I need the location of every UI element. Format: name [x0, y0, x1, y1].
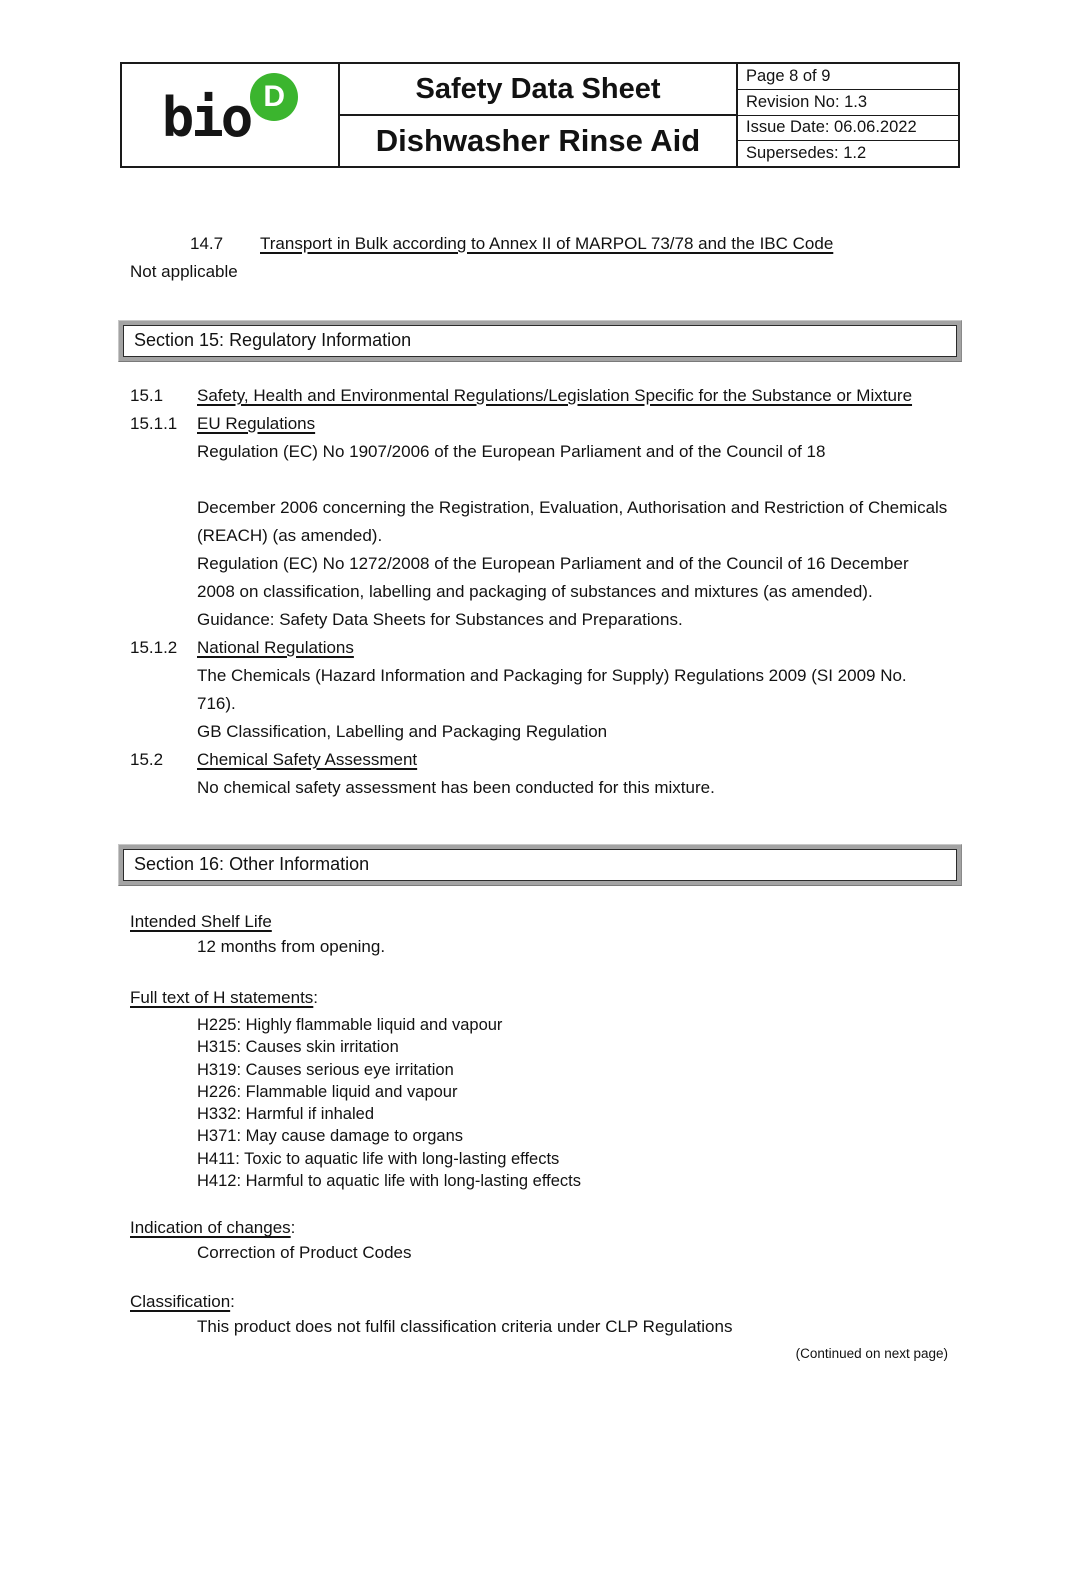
- item-number: 15.1.1: [130, 414, 178, 433]
- label-text: Intended Shelf Life: [130, 912, 272, 931]
- paragraph: Regulation (EC) No 1272/2008 of the European Parliament and of the Council of 16 December 2008 on classification, labelling and packaging of substances and mixtures (as amended).: [197, 554, 909, 601]
- revision-info-table: [736, 64, 958, 166]
- shelf-life-label: [130, 910, 950, 934]
- h-statement: H315: Causes skin irritation: [197, 1038, 399, 1057]
- section-15-header-box: [118, 320, 962, 362]
- h-statement: H319: Causes serious eye irritation: [197, 1060, 454, 1079]
- section-16-content: [130, 910, 950, 1340]
- section-14-7-body: Not applicable: [130, 262, 238, 281]
- supersedes: Supersedes: 1.2: [746, 144, 867, 163]
- section-heading-text: Transport in Bulk according to Annex II of MARPOL 73/78 and the IBC Code: [260, 234, 834, 253]
- classification-value: This product does not fulfil classification criteria under CLP Regulations: [197, 1317, 733, 1337]
- h-statement: H371: May cause damage to organs: [197, 1127, 463, 1146]
- classification-label: [130, 1290, 950, 1314]
- h-statements-label: [130, 986, 950, 1010]
- document-header: [120, 62, 960, 168]
- h-statement: H412: Harmful to aquatic life with long-lasting effects: [197, 1172, 581, 1191]
- title-cell: [340, 64, 736, 166]
- label-text: Classification: [130, 1292, 231, 1312]
- logo-d-badge-icon: D: [250, 73, 298, 121]
- item-heading: Safety, Health and Environmental Regulations/Legislation Specific for the Substance or Mixture: [197, 386, 913, 405]
- paragraph: Guidance: Safety Data Sheets for Substances and Preparations.: [197, 610, 683, 629]
- label-colon: :: [313, 988, 319, 1007]
- item-15-1: [130, 382, 950, 410]
- h-statement: H411: Toxic to aquatic life with long-lasting effects: [197, 1149, 560, 1168]
- item-heading: Chemical Safety Assessment: [197, 750, 418, 769]
- paragraph: No chemical safety assessment has been conducted for this mixture.: [197, 778, 715, 797]
- paragraph: GB Classification, Labelling and Packaging Regulation: [197, 722, 608, 741]
- section-14-7-heading: [190, 230, 950, 258]
- page-number: Page 8 of 9: [738, 64, 958, 90]
- item-heading: National Regulations: [197, 638, 354, 657]
- changes-label: [130, 1216, 950, 1240]
- logo-text: bio: [161, 86, 251, 149]
- item-number: 15.1.2: [130, 638, 178, 657]
- item-15-1-1: [130, 410, 950, 438]
- changes-value: Correction of Product Codes: [197, 1243, 412, 1263]
- paragraph: December 2006 concerning the Registration, Evaluation, Authorisation and Restriction of Chemicals (REACH) (as amended).: [197, 498, 948, 545]
- section-16-header-box: [118, 844, 962, 886]
- section-15-content: [130, 382, 950, 802]
- item-number: 15.1: [130, 386, 164, 405]
- paragraph: Regulation (EC) No 1907/2006 of the European Parliament and of the Council of 18: [197, 442, 826, 461]
- item-number: 15.2: [130, 750, 164, 769]
- doc-title: Safety Data Sheet: [340, 64, 736, 116]
- item-15-2: [130, 746, 950, 774]
- item-15-1-2: [130, 634, 950, 662]
- issue-date: Issue Date: 06.06.2022: [738, 116, 958, 142]
- bio-d-logo: [161, 80, 299, 149]
- section-16-title: Section 16: Other Information: [123, 849, 957, 881]
- h-statement: H226: Flammable liquid and vapour: [197, 1082, 458, 1101]
- logo-cell: [122, 64, 340, 166]
- label-colon: :: [230, 1292, 235, 1312]
- h-statement: H225: Highly flammable liquid and vapour: [197, 1016, 503, 1034]
- label-text: Full text of H statements: [130, 988, 314, 1007]
- label-text: Indication of changes: [130, 1218, 291, 1238]
- h-statements-list: [197, 1014, 950, 1192]
- h-statement: H332: Harmful if inhaled: [197, 1105, 375, 1124]
- label-colon: :: [290, 1218, 296, 1238]
- item-heading: EU Regulations: [197, 414, 316, 433]
- shelf-life-value: 12 months from opening.: [197, 937, 386, 956]
- section-number: 14.7: [190, 234, 224, 253]
- revision-number: Revision No: 1.3: [738, 90, 958, 116]
- product-title: Dishwasher Rinse Aid: [375, 123, 701, 158]
- section-15-title: Section 15: Regulatory Information: [123, 325, 957, 357]
- paragraph: The Chemicals (Hazard Information and Packaging for Supply) Regulations 2009 (SI 2009 No. 716).: [197, 666, 907, 713]
- continued-on-next-page-note: (Continued on next page): [795, 1346, 948, 1362]
